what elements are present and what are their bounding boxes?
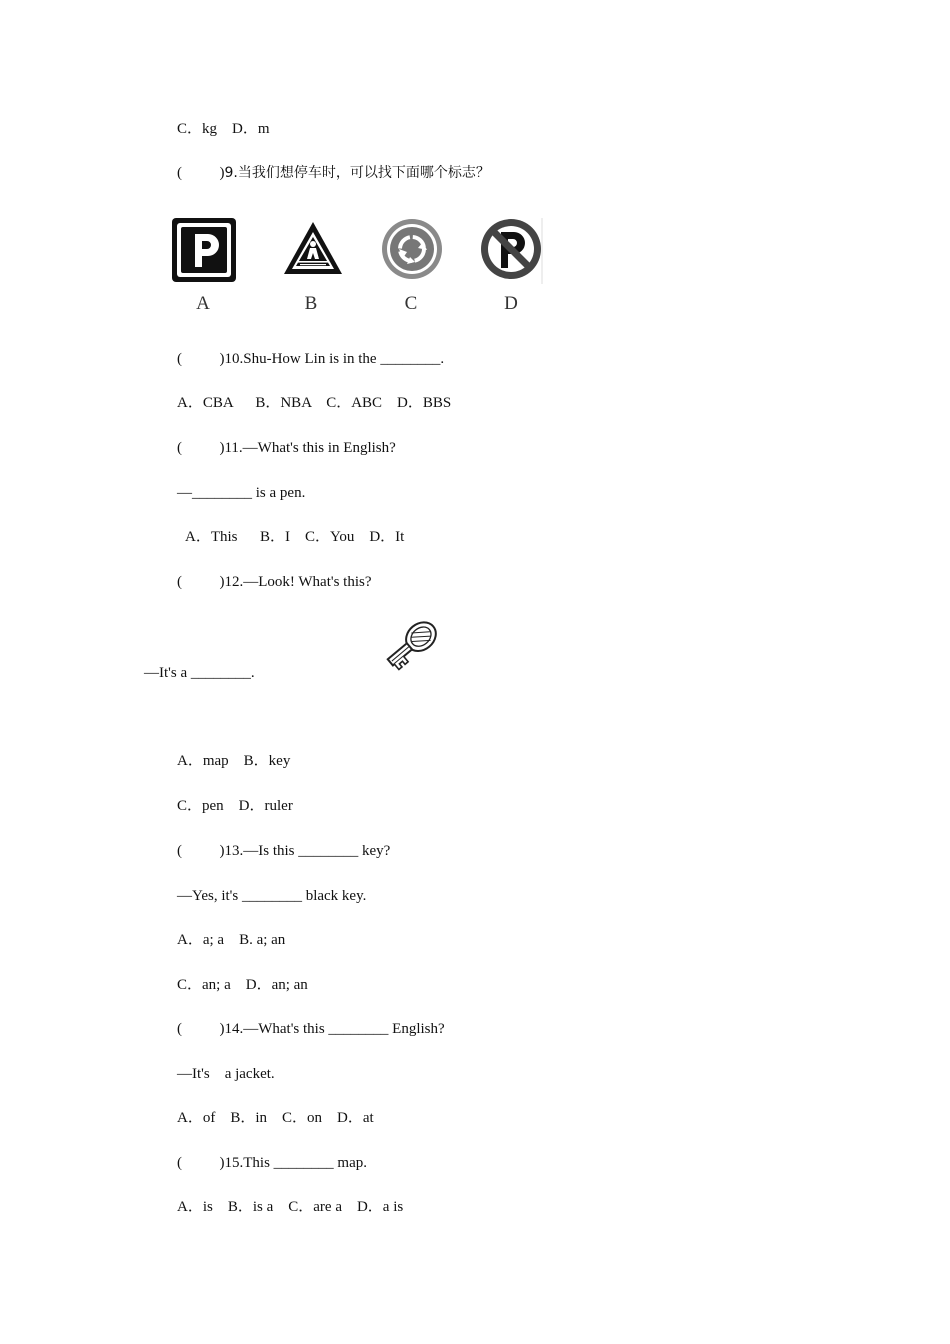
q9-text: 9.当我们想停车时，可以找下面哪个标志？: [224, 165, 490, 181]
q12-answer-line: —It's a ________.: [144, 665, 255, 681]
q14-question: ( )14.—What's this ________ English?: [177, 1021, 445, 1037]
q13-options-ab: A．a; a B. a; an: [177, 932, 286, 948]
sign-d-label: D: [504, 293, 518, 314]
q14-answer-line: —It's a jacket.: [177, 1066, 275, 1082]
q11-answer-line: —________ is a pen.: [177, 485, 306, 501]
no-parking-icon: [478, 214, 544, 284]
q13-options-cd: C．an; a D．an; an: [177, 977, 308, 993]
sign-c-label: C: [404, 293, 418, 314]
parking-icon: [171, 214, 237, 284]
q13-answer-line: —Yes, it's ________ black key.: [177, 888, 367, 904]
q10-question: ( )10.Shu-How Lin is in the ________.: [177, 351, 445, 367]
q11-question: ( )11.—What's this in English?: [177, 440, 396, 456]
q11-options: A．This B．I C．You D．It: [185, 529, 405, 545]
sign-a-label: A: [196, 293, 210, 314]
q8-options-cd: C．kg D．m: [177, 121, 270, 137]
q10-options: A．CBA B．NBA C．ABC D．BBS: [177, 395, 452, 411]
key-icon: [378, 612, 444, 678]
q15-question: ( )15.This ________ map.: [177, 1155, 367, 1171]
q12-options-ab: A．map B．key: [177, 753, 291, 769]
q12-options-cd: C．pen D．ruler: [177, 798, 293, 814]
pedestrian-crossing-icon: [280, 214, 346, 284]
q15-options: A．is B．is a C．are a D．a is: [177, 1199, 404, 1215]
sign-b-label: B: [304, 293, 318, 314]
q13-question: ( )13.—Is this ________ key?: [177, 843, 391, 859]
q14-options: A．of B．in C．on D．at: [177, 1110, 374, 1126]
q9-answer-paren: ( ): [177, 165, 225, 181]
roundabout-icon: [379, 214, 445, 284]
q12-question: ( )12.—Look! What's this?: [177, 574, 372, 590]
q9-question: [177, 163, 490, 183]
